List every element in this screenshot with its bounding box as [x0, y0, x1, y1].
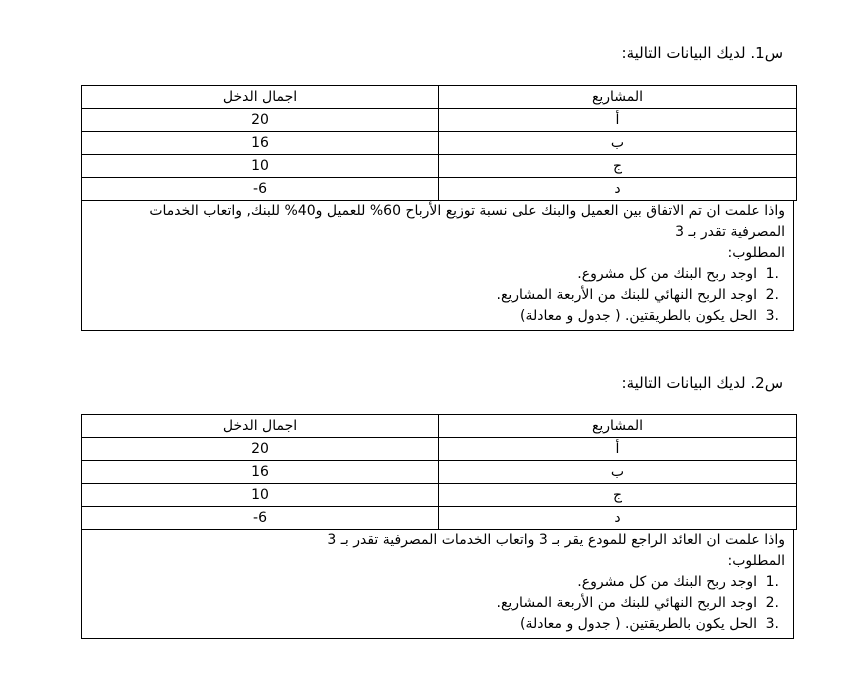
project-cell: ج [439, 155, 797, 178]
project-cell: ج [439, 484, 797, 507]
question-2-title: س2. لديك البيانات التالية: [621, 374, 783, 392]
income-cell: 16 [82, 132, 439, 155]
project-cell: أ [439, 438, 797, 461]
project-cell: ب [439, 461, 797, 484]
task-list [92, 264, 785, 327]
table-row [82, 438, 797, 461]
question-1-table [81, 85, 797, 201]
project-cell: د [439, 507, 797, 530]
question-1-title: س1. لديك البيانات التالية: [621, 44, 783, 62]
statement-line: المصرفية تقدر بـ 3 [675, 224, 785, 240]
income-cell: 16 [82, 461, 439, 484]
task-list [92, 572, 785, 635]
income-cell: 10 [82, 155, 439, 178]
income-cell: 20 [82, 438, 439, 461]
list-marker: .3 [765, 308, 779, 324]
projects-header: المشاريع [439, 86, 797, 109]
table-row [82, 461, 797, 484]
income-cell: 10 [82, 484, 439, 507]
income-cell: -6 [82, 507, 439, 530]
project-cell: أ [439, 109, 797, 132]
table-row [82, 109, 797, 132]
task-text: اوجد الربح النهائي للبنك من الأربعة المشاريع. [496, 595, 757, 611]
table-header-row [82, 86, 797, 109]
income-header: اجمال الدخل [82, 415, 439, 438]
list-marker: .2 [765, 595, 779, 611]
list-marker: .3 [765, 616, 779, 632]
project-cell: د [439, 178, 797, 201]
statement-line: واذا علمت ان تم الاتفاق بين العميل والبنك على نسبة توزيع الأرباح 60% للعميل و40% للبنك, واتعاب الخدمات [149, 203, 785, 219]
list-item [92, 285, 785, 306]
table-row [82, 155, 797, 178]
list-item [92, 264, 785, 285]
list-marker: .1 [765, 574, 779, 590]
income-cell: 20 [82, 109, 439, 132]
required-label: المطلوب: [727, 245, 785, 261]
task-text: اوجد ربح البنك من كل مشروع. [577, 574, 757, 590]
question-1-notes [81, 200, 794, 331]
project-cell: ب [439, 132, 797, 155]
required-label: المطلوب: [727, 553, 785, 569]
list-item [92, 593, 785, 614]
task-text: اوجد الربح النهائي للبنك من الأربعة المشاريع. [496, 287, 757, 303]
list-item [92, 614, 785, 635]
list-item [92, 306, 785, 327]
table-row [82, 507, 797, 530]
projects-header: المشاريع [439, 415, 797, 438]
statement-line: واذا علمت ان العائد الراجع للمودع يقر بـ 3 واتعاب الخدمات المصرفية تقدر بـ 3 [327, 532, 785, 548]
task-text: الحل يكون بالطريقتين. ( جدول و معادلة) [520, 308, 757, 324]
question-2-notes [81, 529, 794, 639]
table-row [82, 484, 797, 507]
table-row [82, 132, 797, 155]
table-header-row [82, 415, 797, 438]
income-header: اجمال الدخل [82, 86, 439, 109]
task-text: الحل يكون بالطريقتين. ( جدول و معادلة) [520, 616, 757, 632]
table-row [82, 178, 797, 201]
question-2-table [81, 414, 797, 530]
list-item [92, 572, 785, 593]
task-text: اوجد ربح البنك من كل مشروع. [577, 266, 757, 282]
income-cell: -6 [82, 178, 439, 201]
list-marker: .2 [765, 287, 779, 303]
list-marker: .1 [765, 266, 779, 282]
